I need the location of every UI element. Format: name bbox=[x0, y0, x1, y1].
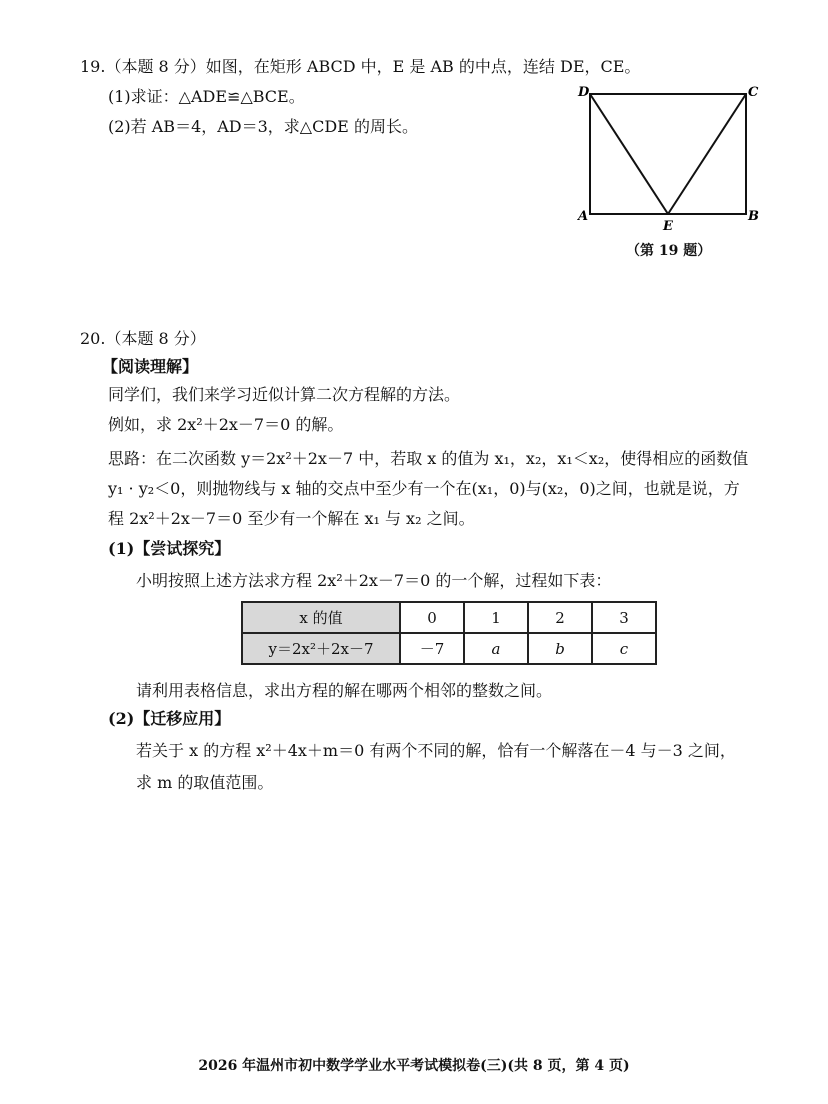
label-e: E bbox=[663, 219, 673, 234]
q19-stem: 19.（本题 8 分）如图，在矩形 ABCD 中，E 是 AB 的中点，连结 DE，CE。 bbox=[80, 57, 641, 76]
q19-part2: (2)若 AB＝4，AD＝3，求△CDE 的周长。 bbox=[108, 117, 418, 136]
q20-part2-title: (2)【迁移应用】 bbox=[108, 709, 231, 728]
label-b: B bbox=[748, 209, 759, 224]
q20-read-1: 同学们，我们来学习近似计算二次方程解的方法。 bbox=[108, 385, 461, 404]
label-c: C bbox=[748, 85, 759, 100]
q20-read-2: 例如，求 2x²＋2x－7＝0 的解。 bbox=[108, 415, 344, 434]
table-cell: c bbox=[592, 633, 656, 664]
segment-ce bbox=[668, 94, 746, 214]
value-table bbox=[241, 601, 657, 665]
q19-figure-caption: （第 19 题） bbox=[626, 243, 712, 259]
q19-figure bbox=[572, 84, 762, 234]
q20-part2-text-2: 求 m 的取值范围。 bbox=[136, 773, 274, 792]
q20-part1-question: 请利用表格信息，求出方程的解在哪两个相邻的整数之间。 bbox=[136, 681, 553, 700]
table-cell: 1 bbox=[464, 602, 528, 633]
table-cell: －7 bbox=[400, 633, 464, 664]
q20-read-4: y₁ · y₂＜0，则抛物线与 x 轴的交点中至少有一个在(x₁，0)与(x₂，0)之间，也就是说，方 bbox=[108, 479, 740, 498]
q20-stem: 20.（本题 8 分） bbox=[80, 329, 206, 348]
table-cell: 2 bbox=[528, 602, 592, 633]
label-a: A bbox=[578, 209, 589, 224]
q20-read-3: 思路：在二次函数 y＝2x²＋2x－7 中，若取 x 的值为 x₁，x₂，x₁＜x₂，使得相应的函数值 bbox=[108, 449, 749, 468]
label-d: D bbox=[578, 85, 590, 100]
table-cell: 0 bbox=[400, 602, 464, 633]
q20-part2-text-1: 若关于 x 的方程 x²＋4x＋m＝0 有两个不同的解，恰有一个解落在－4 与－3 之间， bbox=[136, 741, 736, 760]
segment-de bbox=[590, 94, 668, 214]
q20-part1-text: 小明按照上述方法求方程 2x²＋2x－7＝0 的一个解，过程如下表： bbox=[136, 571, 612, 590]
table-row bbox=[242, 602, 656, 633]
rectangle-abcd bbox=[590, 94, 746, 214]
table-header-x: x 的值 bbox=[242, 602, 400, 633]
q20-read-5: 程 2x²＋2x－7＝0 至少有一个解在 x₁ 与 x₂ 之间。 bbox=[108, 509, 475, 528]
page-footer: 2026 年温州市初中数学学业水平考试模拟卷(三)(共 8 页，第 4 页) bbox=[198, 1058, 630, 1074]
table-cell: a bbox=[464, 633, 528, 664]
table-cell: b bbox=[528, 633, 592, 664]
table-row bbox=[242, 633, 656, 664]
q20-section-read: 【阅读理解】 bbox=[102, 357, 199, 376]
q20-part1-title: (1)【尝试探究】 bbox=[108, 539, 231, 558]
q19-part1: (1)求证：△ADE≌△BCE。 bbox=[108, 87, 305, 106]
table-cell: 3 bbox=[592, 602, 656, 633]
table-header-y: y＝2x²＋2x－7 bbox=[242, 633, 400, 664]
